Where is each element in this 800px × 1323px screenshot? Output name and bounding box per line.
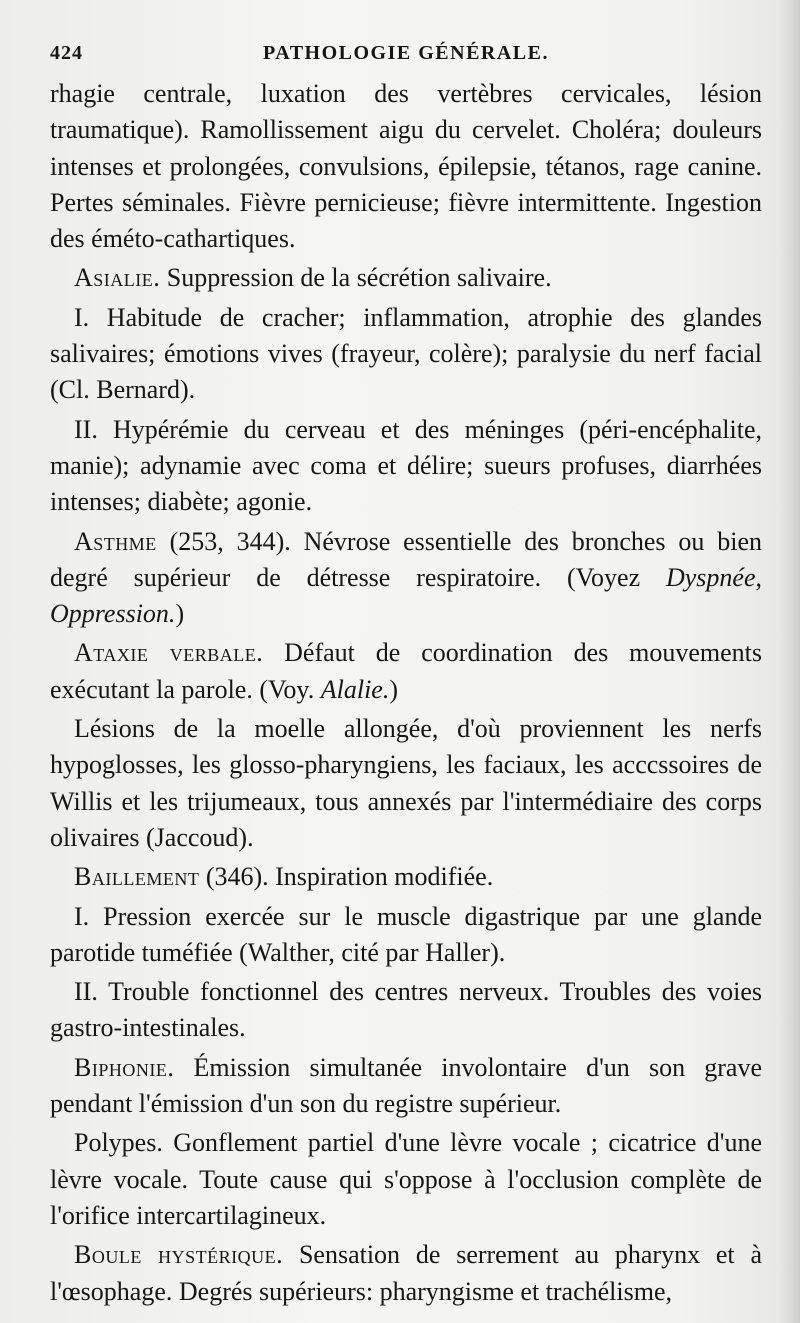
page-body [50,76,762,1313]
paragraph: I. Pression exercée sur le muscle digastrique par une glande parotide tuméfiée (Walther, cité par Haller). [50,901,762,967]
page-header [50,38,762,72]
entry-term: Ataxie verbale. [74,638,264,668]
paragraph: I. Habitude de cracher; inflammation, atrophie des glandes salivaires; émotions vives (frayeur, colère); paralysie du nerf facial (Cl. Bernard). [50,302,762,405]
entry-term: Asialie. [74,263,161,293]
entry-term: Biphonie. [74,1052,175,1082]
entry-ataxie-verbale: Ataxie verbale. Défaut de coordination des mouvements exécutant la parole. (Voy. Alalie.) [50,638,763,704]
paragraph: II. Hypérémie du cerveau et des méninges (péri-encéphalite, manie); adynamie avec coma et délire; sueurs profuses, diarrhées intenses; diabète; agonie. [50,414,762,517]
paragraph-continuation: rhagie centrale, luxation des vertèbres cervicales, lésion traumatique). Ramollissement aigu du cervelet. Choléra; douleurs intenses et prolongées, convulsions, épilepsie, tétanos, rage canine. Pertes séminales. Fièvre pernicieuse; fièvre intermittente. Ingestion des éméto-cathartiques. [50,79,762,254]
entry-term: Asthme [74,526,157,556]
page-edge-shadow [778,0,800,1323]
page-number: 424 [50,42,83,64]
paragraph: Polypes. Gonflement partiel d'une lèvre vocale ; cicatrice d'une lèvre vocale. Toute cause qui s'oppose à l'occlusion complète de l'orifice intercartilagineux. [50,1128,762,1230]
entry-baillement: Baillement (346). Inspiration modifiée. [74,862,494,892]
entry-boule-hysterique: Boule hystérique. Sensation de serrement au pharynx et à l'œsophage. Degrés supérieurs: pharyngisme et trachélisme, [50,1240,762,1306]
entry-term: Baillement [74,862,200,892]
entry-asialie: Asialie. Suppression de la sécrétion salivaire. [74,263,552,293]
paragraph: II. Trouble fonctionnel des centres nerveux. Troubles des voies gastro-intestinales. [50,977,762,1043]
entry-asthme: Asthme (253, 344). Névrose essentielle des bronches ou bien degré supérieur de détresse respiratoire. (Voyez Dyspnée, Oppression.) [50,526,762,629]
entry-term: Boule hystérique. [74,1240,284,1270]
running-head: PATHOLOGIE GÉNÉRALE. [263,42,549,64]
entry-biphonie: Biphonie. Émission simultanée involontaire d'un son grave pendant l'émission d'un son du registre supérieur. [50,1052,762,1119]
paragraph: Lésions de la moelle allongée, d'où proviennent les nerfs hypoglosses, les glosso-pharyngiens, les faciaux, les acccssoires de Willis et les trijumeaux, tous annexés par l'intermédiaire des corps olivaires (Jaccoud). [50,714,762,852]
